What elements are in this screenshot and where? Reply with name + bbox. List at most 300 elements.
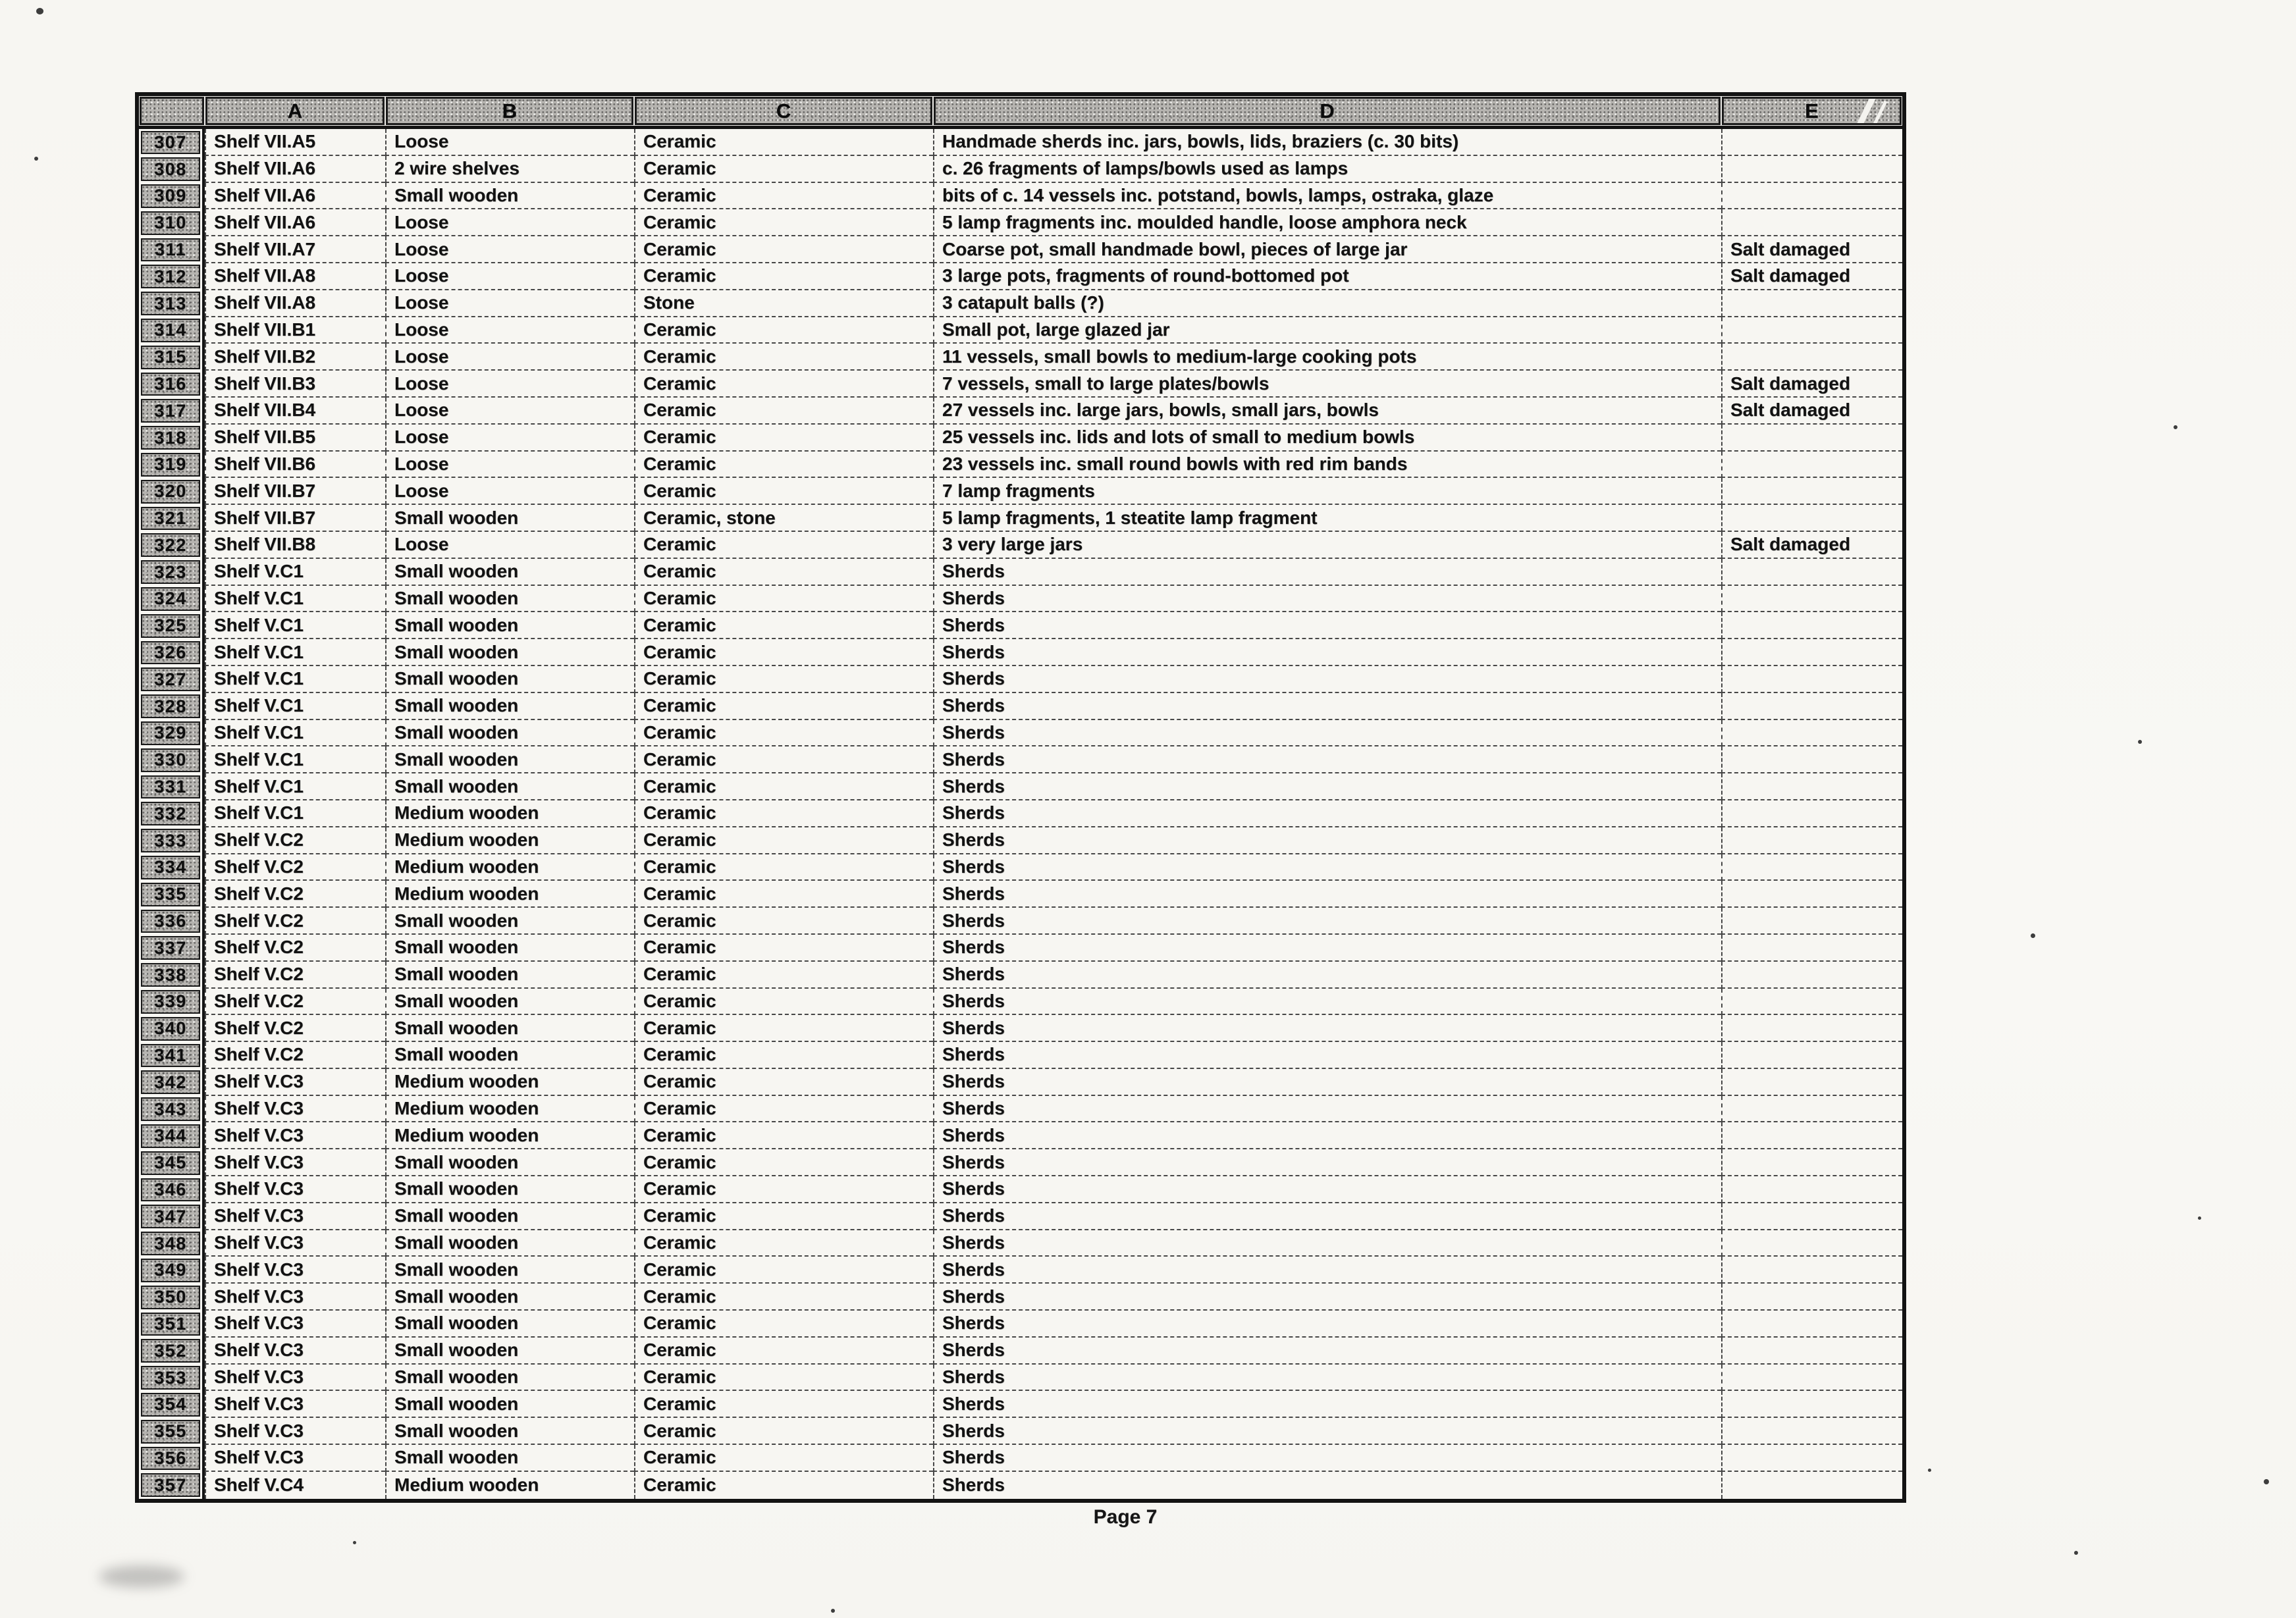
row-number: 333 — [141, 829, 200, 852]
cell-container: Medium wooden — [385, 854, 634, 881]
cell-condition: Salt damaged — [1721, 263, 1902, 290]
cell-description: c. 26 fragments of lamps/bowls used as lamps — [933, 156, 1721, 183]
cell-condition — [1721, 559, 1902, 586]
cell-location: Shelf V.C3 — [205, 1203, 385, 1230]
cell-condition: Salt damaged — [1721, 398, 1902, 425]
cell-material: Ceramic — [634, 559, 933, 586]
table-row — [139, 371, 1902, 398]
row-number-cell — [139, 532, 205, 559]
cell-condition — [1721, 827, 1902, 854]
cell-material: Ceramic — [634, 881, 933, 908]
cell-condition — [1721, 129, 1902, 156]
cell-material: Ceramic — [634, 908, 933, 935]
cell-material: Ceramic — [634, 935, 933, 962]
row-number: 320 — [141, 480, 200, 504]
cell-location: Shelf VII.B4 — [205, 398, 385, 425]
cell-condition — [1721, 935, 1902, 962]
row-number: 327 — [141, 667, 200, 691]
cell-material: Ceramic — [634, 183, 933, 210]
row-number-cell — [139, 1149, 205, 1176]
row-number: 343 — [141, 1097, 200, 1121]
cell-material: Ceramic — [634, 1015, 933, 1042]
row-number-cell — [139, 209, 205, 236]
cell-location: Shelf VII.A6 — [205, 209, 385, 236]
cell-material: Ceramic — [634, 962, 933, 989]
cell-location: Shelf VII.B6 — [205, 452, 385, 479]
cell-location: Shelf VII.B7 — [205, 505, 385, 532]
cell-description: Sherds — [933, 773, 1721, 800]
row-number-cell — [139, 1445, 205, 1472]
cell-description: Sherds — [933, 1042, 1721, 1069]
cell-description: 7 vessels, small to large plates/bowls — [933, 371, 1721, 398]
table-row — [139, 532, 1902, 559]
cell-location: Shelf V.C1 — [205, 666, 385, 693]
cell-container: Small wooden — [385, 1445, 634, 1472]
row-number-cell — [139, 1418, 205, 1445]
scan-speck — [353, 1541, 356, 1544]
cell-location: Shelf V.C3 — [205, 1311, 385, 1338]
header-row — [139, 96, 1902, 129]
cell-location: Shelf V.C2 — [205, 989, 385, 1016]
table-row — [139, 586, 1902, 613]
cell-container: Small wooden — [385, 962, 634, 989]
table-row — [139, 773, 1902, 800]
cell-container: Small wooden — [385, 693, 634, 720]
corner-cell — [140, 97, 204, 125]
cell-material: Ceramic — [634, 720, 933, 747]
cell-material: Ceramic — [634, 989, 933, 1016]
row-number: 349 — [141, 1259, 200, 1282]
cell-location: Shelf V.C3 — [205, 1445, 385, 1472]
cell-container: Medium wooden — [385, 827, 634, 854]
cell-condition — [1721, 1149, 1902, 1176]
cell-description: Sherds — [933, 693, 1721, 720]
cell-description: Sherds — [933, 1365, 1721, 1392]
cell-description: Sherds — [933, 1176, 1721, 1203]
table-row — [139, 1015, 1902, 1042]
cell-material: Ceramic — [634, 639, 933, 666]
cell-container: Medium wooden — [385, 1472, 634, 1499]
cell-location: Shelf V.C3 — [205, 1284, 385, 1311]
cell-description: 23 vessels inc. small round bowls with red rim bands — [933, 452, 1721, 479]
cell-description: 3 very large jars — [933, 532, 1721, 559]
cell-description: Sherds — [933, 908, 1721, 935]
cell-container: Small wooden — [385, 505, 634, 532]
cell-condition — [1721, 344, 1902, 371]
table-row — [139, 1472, 1902, 1499]
row-number-cell — [139, 989, 205, 1016]
cell-container: Small wooden — [385, 1418, 634, 1445]
cell-container: Small wooden — [385, 746, 634, 773]
row-number: 352 — [141, 1339, 200, 1363]
row-number: 324 — [141, 587, 200, 611]
table-row — [139, 1096, 1902, 1123]
row-number-cell — [139, 881, 205, 908]
cell-container: 2 wire shelves — [385, 156, 634, 183]
row-number: 350 — [141, 1286, 200, 1309]
cell-material: Ceramic — [634, 344, 933, 371]
cell-description: Sherds — [933, 881, 1721, 908]
row-number-cell — [139, 317, 205, 344]
cell-location: Shelf VII.A6 — [205, 183, 385, 210]
cell-condition — [1721, 989, 1902, 1016]
table-row — [139, 425, 1902, 452]
row-number: 340 — [141, 1017, 200, 1041]
row-number: 338 — [141, 963, 200, 987]
table-row — [139, 881, 1902, 908]
cell-material: Ceramic — [634, 1418, 933, 1445]
row-number: 308 — [141, 157, 200, 181]
cell-condition — [1721, 1122, 1902, 1149]
row-number: 314 — [141, 319, 200, 342]
cell-container: Loose — [385, 129, 634, 156]
row-number-cell — [139, 478, 205, 505]
cell-description: Sherds — [933, 746, 1721, 773]
scan-speck — [2138, 740, 2142, 744]
cell-location: Shelf V.C1 — [205, 559, 385, 586]
table-row — [139, 1365, 1902, 1392]
cell-condition — [1721, 1069, 1902, 1096]
row-number: 312 — [141, 265, 200, 288]
row-number: 344 — [141, 1124, 200, 1148]
cell-description: Sherds — [933, 666, 1721, 693]
table-row — [139, 1257, 1902, 1284]
cell-container: Small wooden — [385, 1391, 634, 1418]
cell-description: Sherds — [933, 1311, 1721, 1338]
cell-location: Shelf V.C1 — [205, 800, 385, 827]
table-row — [139, 1122, 1902, 1149]
cell-condition — [1721, 639, 1902, 666]
cell-container: Small wooden — [385, 1176, 634, 1203]
cell-material: Ceramic — [634, 693, 933, 720]
row-number-cell — [139, 1176, 205, 1203]
cell-container: Loose — [385, 478, 634, 505]
table-row — [139, 989, 1902, 1016]
cell-description: Sherds — [933, 1445, 1721, 1472]
cell-condition — [1721, 183, 1902, 210]
scan-speck — [34, 157, 38, 161]
table-body — [139, 129, 1902, 1499]
cell-material: Ceramic — [634, 425, 933, 452]
cell-container: Small wooden — [385, 1311, 634, 1338]
row-number-cell — [139, 156, 205, 183]
cell-container: Small wooden — [385, 1338, 634, 1365]
cell-material: Ceramic — [634, 854, 933, 881]
cell-material: Ceramic — [634, 371, 933, 398]
cell-condition — [1721, 1015, 1902, 1042]
spreadsheet-table — [135, 92, 1906, 1503]
row-number-cell — [139, 1284, 205, 1311]
row-number: 357 — [141, 1473, 200, 1497]
row-number: 319 — [141, 453, 200, 477]
row-number-cell — [139, 800, 205, 827]
table-row — [139, 1203, 1902, 1230]
cell-material: Ceramic — [634, 263, 933, 290]
row-number-cell — [139, 935, 205, 962]
cell-condition — [1721, 800, 1902, 827]
cell-material: Ceramic — [634, 773, 933, 800]
row-number: 335 — [141, 883, 200, 906]
row-number-cell — [139, 1096, 205, 1123]
cell-container: Medium wooden — [385, 800, 634, 827]
table-row — [139, 666, 1902, 693]
cell-condition: Salt damaged — [1721, 236, 1902, 263]
cell-location: Shelf V.C2 — [205, 854, 385, 881]
cell-material: Ceramic — [634, 1445, 933, 1472]
cell-description: Small pot, large glazed jar — [933, 317, 1721, 344]
table-row — [139, 290, 1902, 317]
row-number-cell — [139, 827, 205, 854]
cell-condition — [1721, 290, 1902, 317]
cell-condition — [1721, 505, 1902, 532]
row-number: 309 — [141, 184, 200, 208]
cell-location: Shelf VII.B3 — [205, 371, 385, 398]
cell-description: Coarse pot, small handmade bowl, pieces of large jar — [933, 236, 1721, 263]
cell-container: Medium wooden — [385, 881, 634, 908]
cell-description: Sherds — [933, 559, 1721, 586]
cell-material: Ceramic — [634, 532, 933, 559]
table-row — [139, 827, 1902, 854]
cell-material: Ceramic — [634, 129, 933, 156]
cell-material: Ceramic — [634, 209, 933, 236]
cell-material: Ceramic — [634, 800, 933, 827]
cell-description: Sherds — [933, 1391, 1721, 1418]
cell-description: Sherds — [933, 827, 1721, 854]
cell-container: Small wooden — [385, 1015, 634, 1042]
cell-container: Loose — [385, 236, 634, 263]
column-header-b: B — [386, 97, 633, 125]
table-row — [139, 1418, 1902, 1445]
cell-material: Ceramic — [634, 1042, 933, 1069]
cell-location: Shelf V.C1 — [205, 693, 385, 720]
table-row — [139, 344, 1902, 371]
cell-condition — [1721, 962, 1902, 989]
cell-condition — [1721, 773, 1902, 800]
table-row — [139, 612, 1902, 639]
column-header-c: C — [635, 97, 932, 125]
cell-location: Shelf V.C2 — [205, 908, 385, 935]
row-number-cell — [139, 398, 205, 425]
row-number: 351 — [141, 1313, 200, 1336]
column-header-a: A — [205, 97, 385, 125]
cell-container: Small wooden — [385, 1365, 634, 1392]
cell-material: Ceramic — [634, 452, 933, 479]
table-row — [139, 1069, 1902, 1096]
row-number-cell — [139, 505, 205, 532]
cell-container: Small wooden — [385, 1284, 634, 1311]
cell-container: Loose — [385, 425, 634, 452]
row-number-cell — [139, 1015, 205, 1042]
cell-material: Ceramic — [634, 317, 933, 344]
cell-container: Small wooden — [385, 1149, 634, 1176]
cell-condition — [1721, 1096, 1902, 1123]
cell-description: Sherds — [933, 1069, 1721, 1096]
cell-description: Sherds — [933, 1472, 1721, 1499]
row-number-cell — [139, 1203, 205, 1230]
row-number: 323 — [141, 560, 200, 584]
table-row — [139, 935, 1902, 962]
row-number: 325 — [141, 614, 200, 638]
row-number-cell — [139, 129, 205, 156]
table-row — [139, 1445, 1902, 1472]
row-number: 322 — [141, 533, 200, 557]
table-row — [139, 263, 1902, 290]
cell-material: Ceramic — [634, 478, 933, 505]
row-number-cell — [139, 639, 205, 666]
cell-location: Shelf V.C2 — [205, 1042, 385, 1069]
row-number: 328 — [141, 694, 200, 718]
row-number-cell — [139, 693, 205, 720]
row-number-cell — [139, 962, 205, 989]
cell-location: Shelf V.C2 — [205, 962, 385, 989]
cell-container: Loose — [385, 371, 634, 398]
row-number: 348 — [141, 1232, 200, 1255]
cell-description: Sherds — [933, 962, 1721, 989]
row-number: 347 — [141, 1205, 200, 1228]
cell-material: Ceramic — [634, 1203, 933, 1230]
table-row — [139, 1338, 1902, 1365]
cell-container: Loose — [385, 263, 634, 290]
cell-condition — [1721, 452, 1902, 479]
cell-condition — [1721, 720, 1902, 747]
cell-condition — [1721, 1203, 1902, 1230]
cell-location: Shelf VII.B7 — [205, 478, 385, 505]
cell-description: Sherds — [933, 612, 1721, 639]
scan-speck — [2198, 1216, 2201, 1220]
cell-description: Sherds — [933, 854, 1721, 881]
cell-container: Medium wooden — [385, 1122, 634, 1149]
cell-location: Shelf V.C3 — [205, 1122, 385, 1149]
cell-condition — [1721, 1176, 1902, 1203]
row-number: 311 — [141, 238, 200, 262]
column-header-d: D — [934, 97, 1721, 125]
cell-container: Small wooden — [385, 639, 634, 666]
cell-location: Shelf V.C1 — [205, 773, 385, 800]
cell-location: Shelf VII.B8 — [205, 532, 385, 559]
table-row — [139, 720, 1902, 747]
table-row — [139, 908, 1902, 935]
row-number-cell — [139, 371, 205, 398]
cell-container: Small wooden — [385, 612, 634, 639]
cell-location: Shelf VII.B1 — [205, 317, 385, 344]
table-row — [139, 1311, 1902, 1338]
cell-description: Sherds — [933, 1338, 1721, 1365]
cell-location: Shelf V.C2 — [205, 827, 385, 854]
row-number: 307 — [141, 131, 200, 155]
cell-container: Medium wooden — [385, 1069, 634, 1096]
cell-location: Shelf VII.A7 — [205, 236, 385, 263]
cell-container: Small wooden — [385, 1230, 634, 1257]
cell-material: Ceramic — [634, 1284, 933, 1311]
table-row — [139, 505, 1902, 532]
cell-container: Small wooden — [385, 908, 634, 935]
cell-container: Loose — [385, 452, 634, 479]
table-row — [139, 693, 1902, 720]
cell-condition — [1721, 156, 1902, 183]
cell-location: Shelf V.C3 — [205, 1391, 385, 1418]
cell-description: Sherds — [933, 800, 1721, 827]
row-number-cell — [139, 586, 205, 613]
row-number: 330 — [141, 748, 200, 772]
row-number: 337 — [141, 936, 200, 960]
cell-location: Shelf V.C3 — [205, 1176, 385, 1203]
row-number-cell — [139, 1311, 205, 1338]
scan-speck — [36, 8, 43, 14]
scan-speck — [2174, 425, 2177, 429]
table-row — [139, 1149, 1902, 1176]
cell-condition — [1721, 586, 1902, 613]
scan-speck — [2264, 1479, 2269, 1484]
scan-speck — [831, 1609, 835, 1613]
cell-description: 5 lamp fragments, 1 steatite lamp fragment — [933, 505, 1721, 532]
cell-condition — [1721, 1284, 1902, 1311]
cell-description: 25 vessels inc. lids and lots of small to medium bowls — [933, 425, 1721, 452]
row-number: 354 — [141, 1393, 200, 1417]
cell-condition — [1721, 1257, 1902, 1284]
cell-location: Shelf VII.A8 — [205, 290, 385, 317]
table-row — [139, 209, 1902, 236]
row-number-cell — [139, 1338, 205, 1365]
table-row — [139, 129, 1902, 156]
row-number: 341 — [141, 1044, 200, 1068]
cell-material: Ceramic — [634, 156, 933, 183]
cell-condition — [1721, 1338, 1902, 1365]
cell-container: Loose — [385, 290, 634, 317]
row-number-cell — [139, 1472, 205, 1499]
row-number: 316 — [141, 373, 200, 396]
cell-description: 11 vessels, small bowls to medium-large cooking pots — [933, 344, 1721, 371]
cell-condition — [1721, 1445, 1902, 1472]
cell-material: Ceramic — [634, 1365, 933, 1392]
row-number-cell — [139, 1042, 205, 1069]
cell-description: Sherds — [933, 989, 1721, 1016]
cell-location: Shelf V.C3 — [205, 1365, 385, 1392]
row-number-cell — [139, 236, 205, 263]
cell-location: Shelf V.C3 — [205, 1257, 385, 1284]
table-row — [139, 398, 1902, 425]
cell-location: Shelf VII.B2 — [205, 344, 385, 371]
cell-location: Shelf V.C2 — [205, 881, 385, 908]
row-number: 321 — [141, 507, 200, 531]
row-number-cell — [139, 290, 205, 317]
cell-condition — [1721, 908, 1902, 935]
cell-container: Small wooden — [385, 559, 634, 586]
cell-description: Sherds — [933, 586, 1721, 613]
row-number: 332 — [141, 802, 200, 825]
cell-condition — [1721, 666, 1902, 693]
row-number: 310 — [141, 211, 200, 235]
table-row — [139, 962, 1902, 989]
cell-container: Loose — [385, 317, 634, 344]
table-row — [139, 452, 1902, 479]
cell-description: bits of c. 14 vessels inc. potstand, bowls, lamps, ostraka, glaze — [933, 183, 1721, 210]
cell-description: Sherds — [933, 639, 1721, 666]
cell-condition — [1721, 1472, 1902, 1499]
cell-condition — [1721, 1042, 1902, 1069]
cell-material: Ceramic — [634, 1069, 933, 1096]
cell-material: Ceramic — [634, 1122, 933, 1149]
table-row — [139, 1230, 1902, 1257]
cell-condition — [1721, 612, 1902, 639]
cell-container: Small wooden — [385, 1042, 634, 1069]
cell-material: Ceramic — [634, 746, 933, 773]
cell-material: Ceramic — [634, 1338, 933, 1365]
cell-location: Shelf VII.A6 — [205, 156, 385, 183]
cell-material: Ceramic — [634, 1257, 933, 1284]
row-number-cell — [139, 773, 205, 800]
row-number: 339 — [141, 990, 200, 1014]
cell-location: Shelf V.C3 — [205, 1418, 385, 1445]
